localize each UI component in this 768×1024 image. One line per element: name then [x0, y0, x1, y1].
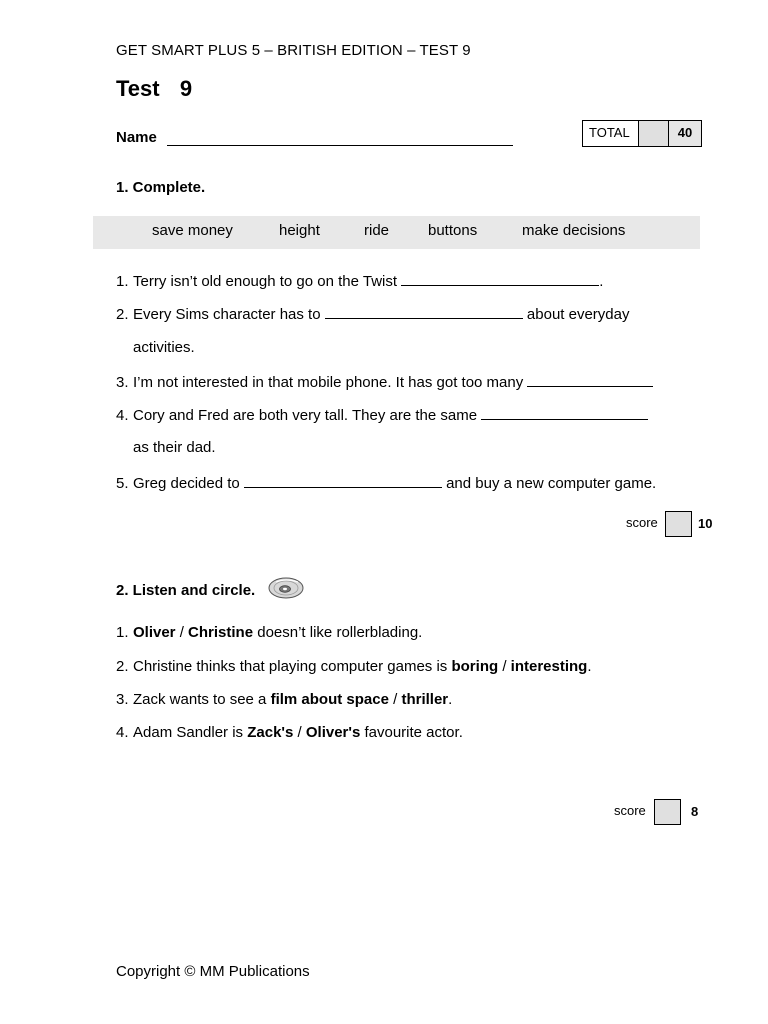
question-number: 3. [116, 374, 129, 391]
section1-score-max: 10 [698, 516, 713, 531]
answer-blank[interactable] [401, 271, 599, 286]
section1-title: 1. Complete. [116, 179, 206, 196]
question-text: Every Sims character has to [133, 306, 321, 323]
word-bank-item: make decisions [522, 222, 626, 239]
answer-blank[interactable] [244, 473, 442, 488]
question-number: 3. [116, 691, 129, 708]
s2-question-4 [116, 724, 463, 741]
cd-icon [268, 576, 304, 600]
question-text: Adam Sandler is [133, 724, 244, 741]
question-text-after: about everyday [526, 306, 630, 323]
question-text-after: . [599, 273, 604, 290]
total-score-cell[interactable] [639, 121, 669, 146]
name-field-line[interactable] [167, 145, 513, 146]
name-label: Name [116, 129, 157, 146]
s1-question-2 [116, 304, 630, 323]
question-number: 1. [116, 624, 129, 641]
question-text: Christine thinks that playing computer games is [133, 658, 448, 675]
option-b[interactable]: Oliver's [305, 724, 361, 741]
word-bank-item: save money [152, 222, 233, 239]
copyright-footer: Copyright © MM Publications [116, 963, 310, 980]
question-text: Greg decided to [133, 475, 240, 492]
s1-question-4 [116, 405, 648, 424]
total-score-box [582, 120, 702, 147]
question-number: 2. [116, 658, 129, 675]
option-a[interactable]: Oliver [133, 624, 176, 641]
word-bank-item: height [279, 222, 320, 239]
question-number: 1. [116, 273, 129, 290]
option-separator: / [502, 658, 507, 675]
question-text: Cory and Fred are both very tall. They are the same [133, 407, 478, 424]
question-text-after: doesn’t like rollerblading. [257, 624, 423, 641]
option-b[interactable]: interesting [510, 658, 588, 675]
question-text-after: . [587, 658, 592, 675]
s2-question-2 [116, 658, 592, 675]
question-text-after: . [448, 691, 453, 708]
option-separator: / [297, 724, 302, 741]
s2-question-1 [116, 624, 422, 641]
question-continuation: as their dad. [133, 439, 216, 456]
question-text: Zack wants to see a [133, 691, 267, 708]
option-separator: / [393, 691, 398, 708]
question-number: 2. [116, 306, 129, 323]
question-text: I’m not interested in that mobile phone. It has got too many [133, 374, 524, 391]
question-number: 5. [116, 475, 129, 492]
total-max-value: 40 [669, 121, 701, 146]
question-text-after: favourite actor. [364, 724, 463, 741]
s1-question-1 [116, 271, 603, 290]
total-label: TOTAL [583, 121, 639, 146]
s1-question-3 [116, 372, 653, 391]
question-text-after: and buy a new computer game. [446, 475, 657, 492]
section1-score-label: score [626, 515, 658, 530]
section2-title: 2. Listen and circle. [116, 582, 256, 599]
question-text: Terry isn’t old enough to go on the Twist [133, 273, 398, 290]
word-bank-item: ride [364, 222, 390, 239]
answer-blank[interactable] [481, 405, 648, 420]
option-a[interactable]: film about space [270, 691, 389, 708]
option-a[interactable]: boring [451, 658, 499, 675]
question-number: 4. [116, 407, 129, 424]
question-number: 4. [116, 724, 129, 741]
page-header: GET SMART PLUS 5 – BRITISH EDITION – TEST 9 [116, 42, 471, 59]
answer-blank[interactable] [527, 372, 653, 387]
s1-question-5 [116, 473, 656, 492]
answer-blank[interactable] [325, 304, 523, 319]
section2-score-max: 8 [691, 804, 699, 819]
section2-score-box[interactable] [654, 799, 681, 825]
s2-question-3 [116, 691, 452, 708]
option-a[interactable]: Zack's [247, 724, 294, 741]
option-b[interactable]: Christine [188, 624, 254, 641]
word-bank-item: buttons [428, 222, 478, 239]
page-title: Test 9 [116, 76, 193, 101]
question-continuation: activities. [133, 339, 195, 356]
option-separator: / [179, 624, 184, 641]
section1-score-box[interactable] [665, 511, 692, 537]
option-b[interactable]: thriller [401, 691, 449, 708]
section2-score-label: score [614, 803, 646, 818]
